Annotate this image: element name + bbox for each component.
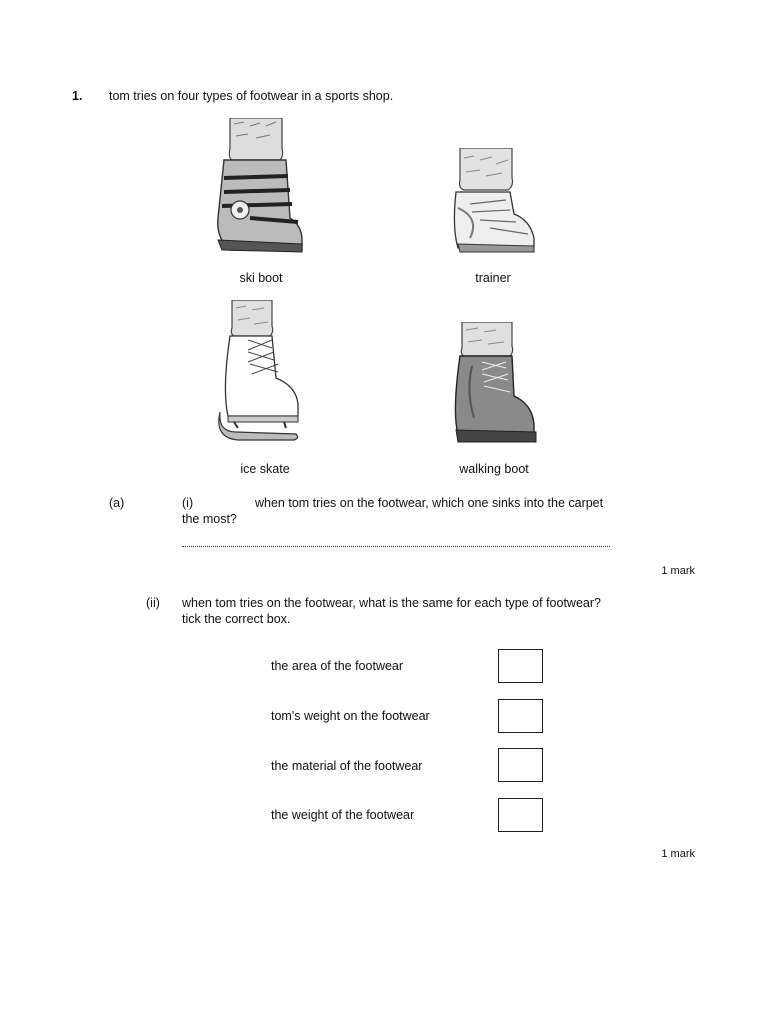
tick-box-toms-weight[interactable]: [498, 699, 543, 733]
tick-box-area[interactable]: [498, 649, 543, 683]
ski-boot-label: ski boot: [239, 271, 283, 285]
option-label: tom's weight on the footwear: [271, 709, 430, 723]
sub-ii-label: (ii): [146, 596, 160, 610]
sub-i-question-line1: when tom tries on the footwear, which one sinks into the carpet: [255, 496, 604, 510]
answer-line[interactable]: [182, 546, 610, 547]
ice-skate-illustration: [214, 300, 304, 448]
walking-boot-illustration: [452, 322, 538, 448]
tick-box-material[interactable]: [498, 748, 543, 782]
sub-i-label: (i): [182, 496, 194, 510]
walking-boot-label: walking boot: [459, 462, 529, 476]
question-intro: tom tries on four types of footwear in a sports shop.: [109, 89, 394, 103]
question-number: 1.: [72, 89, 83, 103]
option-label: the weight of the footwear: [271, 808, 415, 822]
sub-i-question-line2: the most?: [182, 512, 237, 526]
trainer-label: trainer: [475, 271, 511, 285]
sub-i-mark: 1 mark: [661, 565, 695, 577]
tick-box-footwear-weight[interactable]: [498, 798, 543, 832]
trainer-illustration: [450, 148, 540, 258]
sub-ii-question-line1: when tom tries on the footwear, what is the same for each type of footwear?: [182, 596, 601, 610]
option-label: the area of the footwear: [271, 659, 404, 673]
sub-ii-question-line2: tick the correct box.: [182, 612, 291, 626]
ice-skate-label: ice skate: [240, 462, 290, 476]
option-label: the material of the footwear: [271, 759, 423, 773]
part-a-label: (a): [109, 496, 125, 510]
sub-ii-mark: 1 mark: [661, 848, 695, 860]
ski-boot-illustration: [210, 118, 310, 258]
